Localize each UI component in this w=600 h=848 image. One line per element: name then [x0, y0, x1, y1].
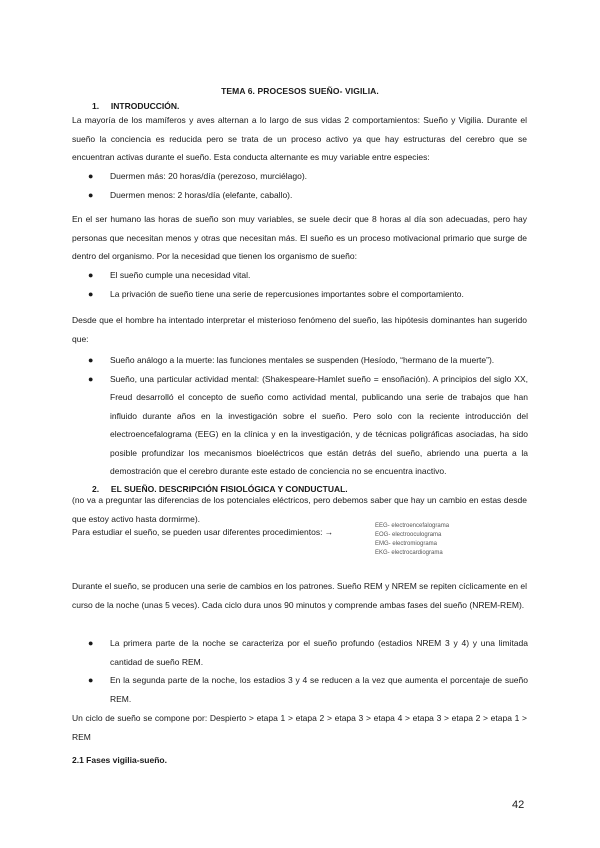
list-item: ● La primera parte de la noche se caracteriza por el sueño profundo (estadios NREM 3 y 4) y una limitada cantidad de sueño REM. [88, 634, 528, 671]
section-2-paragraph-1: (no va a preguntar las diferencias de los potenciales eléctricos, pero debemos saber que hay un cambio en estas desde que estoy activo hasta dormirme). [72, 495, 527, 524]
bullet-icon: ● [88, 270, 94, 280]
abbreviation-item: EMG- electromiograma [375, 541, 438, 547]
abbreviation-item: EEG- electroencefalograma [375, 523, 450, 529]
bullet-icon: ● [88, 675, 94, 685]
page-number: 42 [512, 799, 525, 811]
section-1-paragraph-1: La mayoría de los mamíferos y aves alternan a lo largo de sus vidas 2 comportamientos: Sueño y Vigilia. Durante el sueño la conciencia es reducida pero se trata de un proceso activo ya que hay estructuras del cerebro que se encuentran activas durante el sueño. Esta conducta alternante es muy variable entre especies: [72, 115, 527, 162]
section-2-paragraph-4: Un ciclo de sueño se compone por: Despierto > etapa 1 > etapa 2 > etapa 3 > etapa 4 > etapa 3 > etapa 2 > etapa 1 > REM [72, 713, 527, 742]
list-item: ● Duermen más: 20 horas/día (perezoso, murciélago). [88, 167, 528, 186]
bullet-list-hypotheses [88, 351, 528, 481]
bullet-icon: ● [88, 373, 94, 384]
list-item: ● En la segunda parte de la noche, los estadios 3 y 4 se reducen a la vez que aumenta el porcentaje de sueño REM. [88, 671, 528, 708]
section-1-paragraph-3: Desde que el hombre ha intentado interpretar el misterioso fenómeno del sueño, las hipótesis dominantes han sugerido que: [72, 315, 527, 344]
bullet-icon: ● [88, 638, 94, 648]
list-item: ● El sueño cumple una necesidad vital. [88, 266, 528, 285]
procedures-line: Para estudiar el sueño, se pueden usar diferentes procedimientos: → [72, 527, 334, 537]
section-2-heading: 2. EL SUEÑO. DESCRIPCIÓN FISIOLÓGICA Y CONDUCTUAL. [92, 484, 348, 494]
abbreviations-list [375, 522, 449, 558]
bullet-icon: ● [88, 171, 94, 181]
bullet-list-night-parts [88, 634, 528, 708]
abbreviation-item: EKG- electrocardiograma [375, 550, 443, 556]
section-1-heading: 1. INTRODUCCIÓN. [92, 101, 180, 111]
list-item: ● La privación de sueño tiene una serie de repercusiones importantes sobre el comportamiento. [88, 285, 528, 304]
bullet-icon: ● [88, 288, 94, 299]
bullet-list-species [88, 167, 528, 204]
list-item: ● Sueño análogo a la muerte: las funciones mentales se suspenden (Hesíodo, “hermano de la muerte”). [88, 351, 528, 370]
list-item: ● Sueño, una particular actividad mental: (Shakespeare-Hamlet sueño = ensoñación). A principios del siglo XX, Freud desarrolló el concepto de sueño como actividad mental, publicando una serie de trabajos que han influido durante años en la investigación sobre el sueño. Pero solo con la reciente introducción del electroencefalograma (EEG) en la clínica y en la investigación, y de técnicas poligráficas asociadas, ha sido posible profundizar los mecanismos bioeléctricos que están detrás del sueño, abriendo una puerta a la demostración que el cerebro durante este estado de conciencia no se encuentra inactivo. [88, 370, 528, 481]
abbreviation-item: EOG- electrooculograma [375, 532, 442, 538]
bullet-icon: ● [88, 355, 94, 365]
section-1-paragraph-2: En el ser humano las horas de sueño son muy variables, se suele decir que 8 horas al día son adecuadas, pero hay personas que necesitan menos y otras que necesitan más. El sueño es un proceso motivacional primario que surge de dentro del organismo. Por la necesidad que tienen los organismo de sueño: [72, 214, 527, 261]
subsection-heading: 2.1 Fases vigilia-sueño. [72, 755, 167, 765]
bullet-icon: ● [88, 189, 94, 200]
list-item: ● Duermen menos: 2 horas/día (elefante, caballo). [88, 186, 528, 205]
bullet-list-need [88, 266, 528, 303]
section-2-paragraph-3: Durante el sueño, se producen una serie de cambios en los patrones. Sueño REM y NREM se repiten cíclicamente en el curso de la noche (unas 5 veces). Cada ciclo dura unos 90 minutos y comprende ambas fases del sueño (NREM-REM). [72, 581, 527, 610]
document-title: TEMA 6. PROCESOS SUEÑO- VIGILIA. [221, 86, 379, 96]
